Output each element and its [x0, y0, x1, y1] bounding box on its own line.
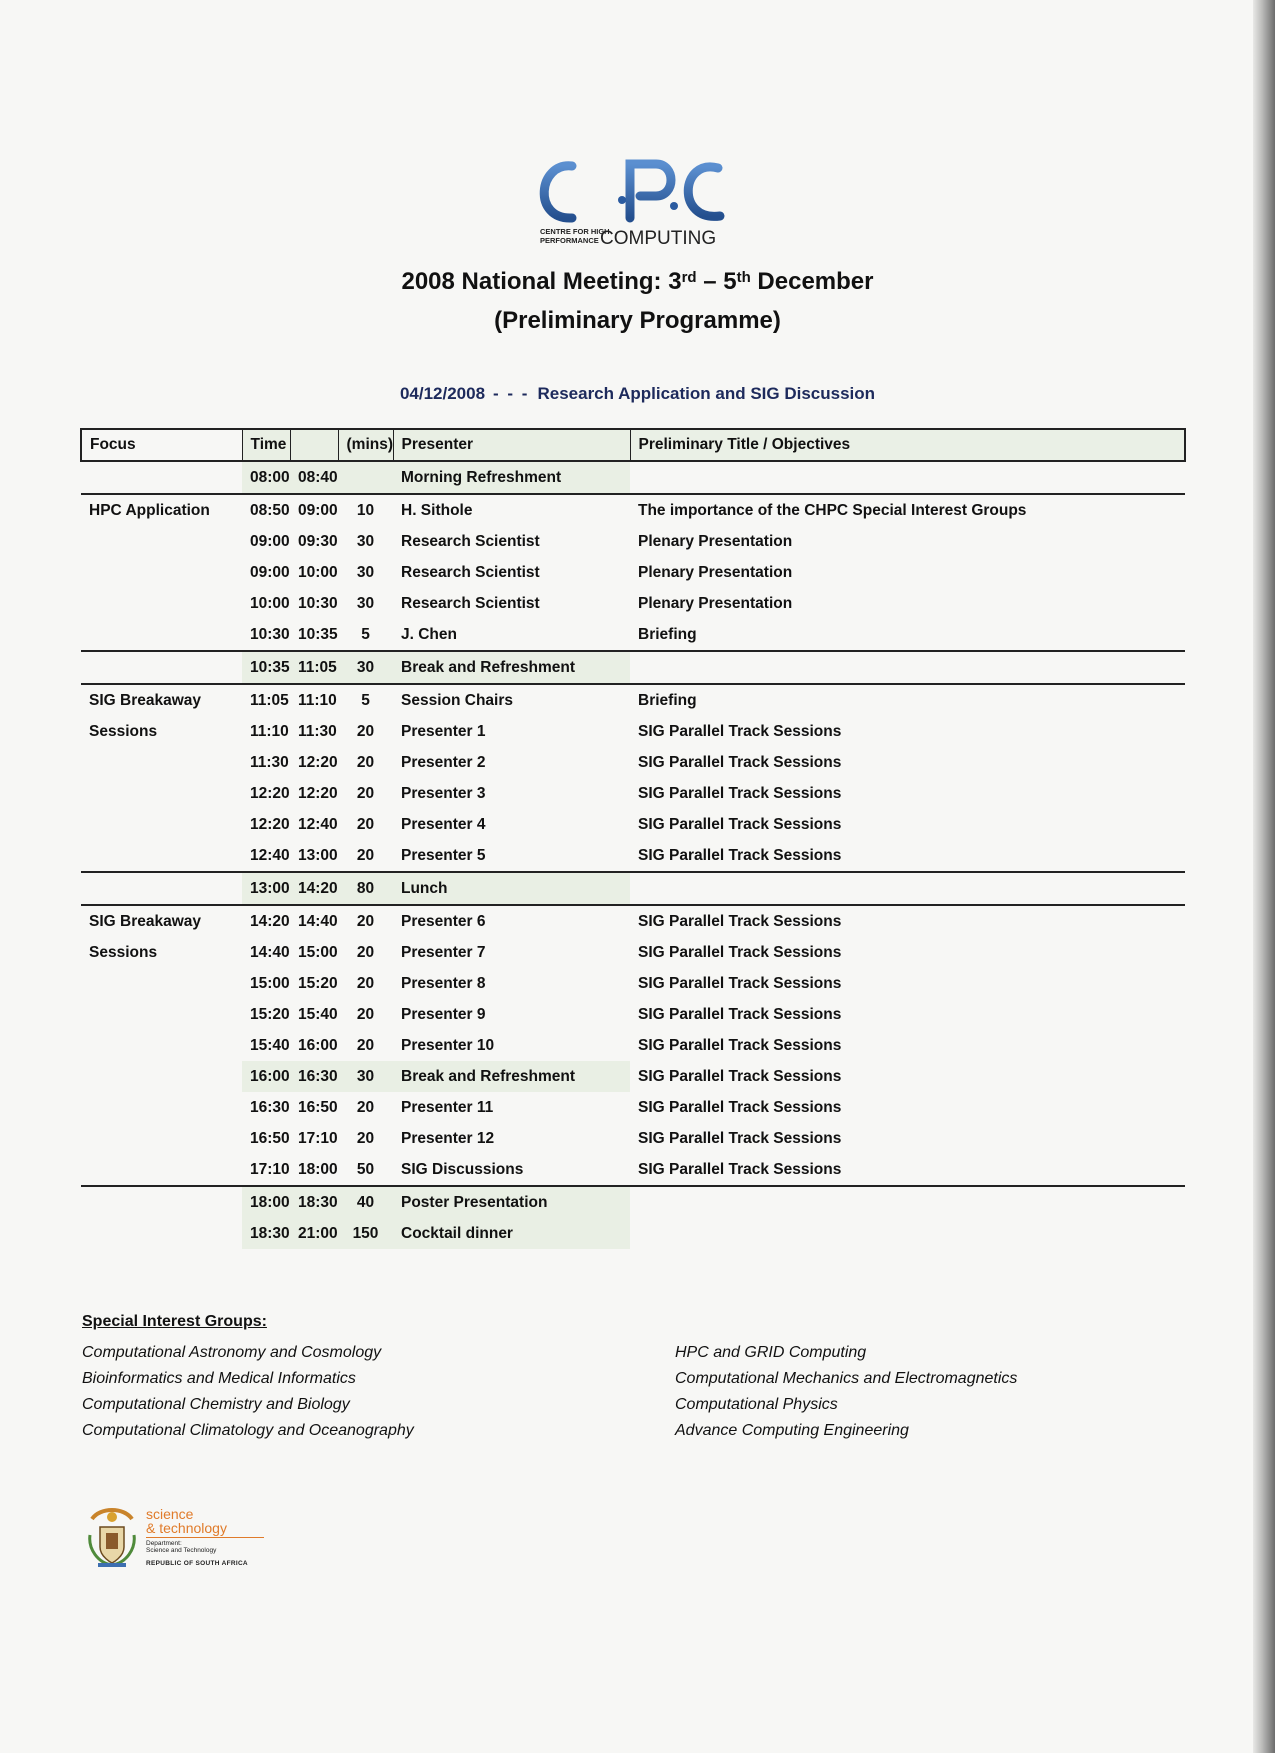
sig-list-left — [82, 1340, 414, 1444]
cell-start-time: 16:30 — [250, 1098, 290, 1116]
cell-start-time: 17:10 — [242, 1154, 290, 1186]
cell-mins: 20 — [356, 815, 375, 833]
table-row — [81, 619, 1185, 651]
cell-presenter: Break and Refreshment — [393, 1061, 630, 1092]
cell-end-time: 21:00 — [290, 1218, 338, 1249]
cell-start-time: 09:00 — [250, 532, 290, 550]
cell-mins: 10 — [338, 494, 393, 526]
title-line-1: 2008 National Meeting: 3rd – 5th December — [401, 268, 874, 295]
cell-title: Plenary Presentation — [638, 594, 793, 612]
cell-end-time: 10:35 — [290, 619, 338, 651]
cell-title: SIG Parallel Track Sessions — [638, 1067, 842, 1085]
cell-presenter: Presenter 3 — [401, 784, 486, 802]
cell-presenter: Research Scientist — [401, 594, 540, 612]
cell-focus — [81, 747, 242, 778]
cell-end-time: 16:50 — [298, 1098, 338, 1116]
cell-focus — [81, 1218, 242, 1249]
table-row — [81, 1061, 1185, 1092]
title-line-2: (Preliminary Programme) — [494, 307, 781, 334]
table-row — [81, 588, 1185, 619]
cell-focus: SIG Breakaway — [81, 684, 242, 716]
cell-end-time: 08:40 — [290, 461, 338, 494]
sig-item: Bioinformatics and Medical Informatics — [82, 1370, 356, 1387]
cell-start-time: 15:00 — [250, 974, 290, 992]
cell-presenter: Presenter 5 — [393, 840, 630, 872]
cell-mins: 20 — [356, 1129, 375, 1147]
cell-end-time: 11:30 — [298, 722, 337, 740]
cell-mins: 30 — [356, 594, 375, 612]
cell-start-time: 12:20 — [250, 784, 290, 802]
cell-mins: 150 — [338, 1218, 393, 1249]
cell-end-time: 12:20 — [298, 753, 338, 771]
cell-title — [630, 1218, 1185, 1249]
cell-start-time: 08:50 — [242, 494, 290, 526]
cell-title: Plenary Presentation — [638, 563, 793, 581]
cell-end-time: 12:20 — [298, 784, 338, 802]
cell-focus: SIG Breakaway — [81, 905, 242, 937]
cell-end-time: 14:40 — [290, 905, 338, 937]
cell-mins: 20 — [356, 1005, 375, 1023]
cell-title: SIG Parallel Track Sessions — [638, 784, 842, 802]
cell-end-time: 15:40 — [298, 1005, 338, 1023]
cell-end-time: 15:00 — [298, 943, 338, 961]
logo-small-text-2: PERFORMANCE — [540, 236, 599, 245]
cell-focus — [81, 1154, 242, 1186]
cell-focus: Sessions — [89, 943, 158, 961]
cell-mins: 20 — [356, 753, 375, 771]
coat-of-arms-icon — [86, 1505, 138, 1569]
cell-start-time: 08:00 — [242, 461, 290, 494]
cell-mins: 30 — [338, 1061, 393, 1092]
table-row — [81, 1092, 1185, 1123]
logo-small-text-1: CENTRE FOR HIGH — [540, 227, 610, 236]
cell-end-time: 13:00 — [290, 840, 338, 872]
cell-end-time: 16:00 — [298, 1036, 338, 1054]
cell-presenter: Break and Refreshment — [393, 651, 630, 684]
table-row — [81, 716, 1185, 747]
cell-start-time: 12:20 — [250, 815, 290, 833]
table-row — [81, 1218, 1185, 1249]
table-row — [81, 778, 1185, 809]
cell-presenter: Cocktail dinner — [393, 1218, 630, 1249]
cell-mins: 20 — [338, 905, 393, 937]
day-heading — [0, 384, 1275, 404]
dst-divider — [146, 1537, 264, 1538]
cell-title: Briefing — [630, 619, 1185, 651]
cell-mins: 20 — [356, 1098, 375, 1116]
cell-presenter: Presenter 1 — [401, 722, 486, 740]
cell-focus — [81, 968, 242, 999]
cell-focus — [81, 619, 242, 651]
cell-title: SIG Parallel Track Sessions — [638, 1005, 842, 1023]
cell-focus — [81, 999, 242, 1030]
cell-focus: HPC Application — [81, 494, 242, 526]
cell-start-time: 11:10 — [250, 722, 289, 740]
cell-focus — [81, 1061, 242, 1092]
cell-presenter: Presenter 9 — [401, 1005, 486, 1023]
cell-end-time: 10:00 — [298, 563, 338, 581]
cell-end-time: 14:20 — [290, 872, 338, 905]
sig-item: Advance Computing Engineering — [675, 1422, 909, 1439]
cell-mins: 20 — [356, 943, 375, 961]
cell-mins: 40 — [338, 1186, 393, 1218]
cell-presenter: SIG Discussions — [393, 1154, 630, 1186]
day-separator: - - - — [493, 384, 530, 403]
cell-start-time: 14:20 — [242, 905, 290, 937]
cell-presenter: Poster Presentation — [393, 1186, 630, 1218]
table-row — [81, 461, 1185, 494]
cell-focus — [81, 588, 242, 619]
cell-presenter: Presenter 8 — [401, 974, 486, 992]
cell-focus — [81, 1092, 242, 1123]
cell-focus — [81, 840, 242, 872]
cell-presenter: Presenter 7 — [401, 943, 486, 961]
table-row — [81, 557, 1185, 588]
chpc-logo-graphic — [530, 152, 750, 254]
cell-title: SIG Parallel Track Sessions — [638, 974, 842, 992]
cell-start-time: 09:00 — [250, 563, 290, 581]
cell-mins: 30 — [338, 651, 393, 684]
table-row — [81, 494, 1185, 526]
cell-start-time: 15:20 — [250, 1005, 290, 1023]
cell-mins: 30 — [356, 563, 375, 581]
cell-presenter: H. Sithole — [393, 494, 630, 526]
cell-title: SIG Parallel Track Sessions — [638, 943, 842, 961]
dst-rsa-text: REPUBLIC OF SOUTH AFRICA — [146, 1560, 248, 1567]
table-row — [81, 651, 1185, 684]
cell-title: The importance of the CHPC Special Interest Groups — [630, 494, 1185, 526]
dst-science-text: science & technology — [146, 1506, 227, 1536]
header-focus: Focus — [81, 429, 242, 461]
dst-logo — [86, 1505, 276, 1569]
table-row — [81, 1186, 1185, 1218]
table-row — [81, 840, 1185, 872]
cell-presenter: Presenter 11 — [401, 1098, 494, 1116]
sig-item: HPC and GRID Computing — [675, 1344, 867, 1361]
cell-mins: 20 — [356, 784, 375, 802]
cell-start-time: 16:00 — [242, 1061, 290, 1092]
dst-department-text: Department: Science and Technology — [146, 1540, 217, 1554]
cell-focus — [81, 526, 242, 557]
cell-title: SIG Parallel Track Sessions — [638, 753, 842, 771]
cell-mins: 20 — [356, 1036, 375, 1054]
table-row — [81, 968, 1185, 999]
cell-title: SIG Parallel Track Sessions — [638, 1129, 842, 1147]
cell-focus — [81, 1030, 242, 1061]
day-title: Research Application and SIG Discussion — [537, 384, 876, 403]
chpc-logo — [530, 152, 750, 254]
day-date: 04/12/2008 — [399, 384, 486, 403]
cell-mins: 5 — [338, 619, 393, 651]
table-row — [81, 1123, 1185, 1154]
cell-presenter: Research Scientist — [401, 532, 540, 550]
cell-focus — [81, 1186, 242, 1218]
sig-list-right — [675, 1340, 1017, 1444]
table-row — [81, 937, 1185, 968]
cell-end-time: 16:30 — [290, 1061, 338, 1092]
cell-presenter: Research Scientist — [401, 563, 540, 581]
cell-title: SIG Parallel Track Sessions — [638, 722, 842, 740]
cell-title: SIG Parallel Track Sessions — [630, 840, 1185, 872]
sig-item: Computational Astronomy and Cosmology — [82, 1344, 382, 1361]
cell-end-time: 11:10 — [290, 684, 338, 716]
cell-start-time: 18:30 — [242, 1218, 290, 1249]
cell-start-time: 14:40 — [250, 943, 290, 961]
cell-presenter: Presenter 2 — [401, 753, 486, 771]
table-row — [81, 809, 1185, 840]
sig-item: Computational Chemistry and Biology — [82, 1396, 350, 1413]
header-presenter: Presenter — [393, 429, 630, 461]
cell-mins: 20 — [356, 974, 375, 992]
table-row — [81, 1030, 1185, 1061]
cell-focus — [81, 872, 242, 905]
cell-title — [630, 651, 1185, 684]
cell-start-time: 16:50 — [250, 1129, 290, 1147]
cell-focus — [81, 1123, 242, 1154]
sig-title: Special Interest Groups: — [82, 1313, 267, 1330]
cell-mins: 80 — [338, 872, 393, 905]
cell-mins: 5 — [338, 684, 393, 716]
table-row — [81, 872, 1185, 905]
table-row — [81, 1154, 1185, 1186]
cell-presenter: Presenter 6 — [393, 905, 630, 937]
sig-item: Computational Mechanics and Electromagnetics — [675, 1370, 1018, 1387]
table-row — [81, 747, 1185, 778]
cell-mins — [338, 461, 393, 494]
logo-computing-text: COMPUTING — [600, 228, 717, 249]
cell-end-time: 10:30 — [298, 594, 338, 612]
document-title — [0, 262, 1275, 340]
cell-end-time: 11:05 — [290, 651, 338, 684]
cell-mins: 20 — [338, 840, 393, 872]
cell-start-time: 13:00 — [242, 872, 290, 905]
header-end — [290, 429, 338, 461]
table-header-row — [81, 429, 1185, 461]
cell-mins: 20 — [356, 722, 375, 740]
cell-title: Briefing — [630, 684, 1185, 716]
cell-start-time: 10:35 — [242, 651, 290, 684]
table-row — [81, 999, 1185, 1030]
cell-end-time: 18:00 — [290, 1154, 338, 1186]
cell-focus — [81, 651, 242, 684]
cell-focus — [81, 461, 242, 494]
cell-focus — [81, 557, 242, 588]
cell-presenter: J. Chen — [393, 619, 630, 651]
cell-end-time: 12:40 — [298, 815, 338, 833]
cell-presenter: Session Chairs — [393, 684, 630, 716]
sig-item: Computational Climatology and Oceanography — [82, 1422, 414, 1439]
schedule-table — [80, 428, 1186, 1249]
header-title: Preliminary Title / Objectives — [630, 429, 1185, 461]
cell-start-time: 10:30 — [242, 619, 290, 651]
cell-focus: Sessions — [89, 722, 158, 740]
cell-mins: 50 — [338, 1154, 393, 1186]
cell-end-time: 15:20 — [298, 974, 338, 992]
cell-end-time: 09:00 — [290, 494, 338, 526]
table-row — [81, 905, 1185, 937]
cell-title — [630, 461, 1185, 494]
cell-start-time: 18:00 — [242, 1186, 290, 1218]
cell-presenter: Presenter 12 — [401, 1129, 495, 1147]
header-time: Time — [242, 429, 290, 461]
cell-title: Plenary Presentation — [638, 532, 793, 550]
cell-title: SIG Parallel Track Sessions — [638, 815, 842, 833]
sig-item: Computational Physics — [675, 1396, 838, 1413]
cell-start-time: 11:30 — [250, 753, 289, 771]
cell-presenter: Presenter 10 — [401, 1036, 495, 1054]
header-mins: (mins) — [338, 429, 393, 461]
cell-end-time: 18:30 — [290, 1186, 338, 1218]
table-row — [81, 684, 1185, 716]
cell-title: SIG Parallel Track Sessions — [630, 1154, 1185, 1186]
cell-start-time: 15:40 — [250, 1036, 290, 1054]
cell-mins: 30 — [356, 532, 375, 550]
table-row — [81, 526, 1185, 557]
cell-presenter: Morning Refreshment — [393, 461, 630, 494]
cell-start-time: 10:00 — [250, 594, 290, 612]
cell-focus — [81, 809, 242, 840]
cell-title — [630, 1186, 1185, 1218]
cell-end-time: 09:30 — [298, 532, 338, 550]
cell-focus — [81, 778, 242, 809]
cell-presenter: Lunch — [393, 872, 630, 905]
cell-end-time: 17:10 — [298, 1129, 338, 1147]
cell-title — [630, 872, 1185, 905]
cell-presenter: Presenter 4 — [401, 815, 486, 833]
cell-title: SIG Parallel Track Sessions — [638, 1098, 842, 1116]
cell-title: SIG Parallel Track Sessions — [630, 905, 1185, 937]
cell-title: SIG Parallel Track Sessions — [638, 1036, 842, 1054]
cell-start-time: 11:05 — [242, 684, 290, 716]
cell-start-time: 12:40 — [242, 840, 290, 872]
